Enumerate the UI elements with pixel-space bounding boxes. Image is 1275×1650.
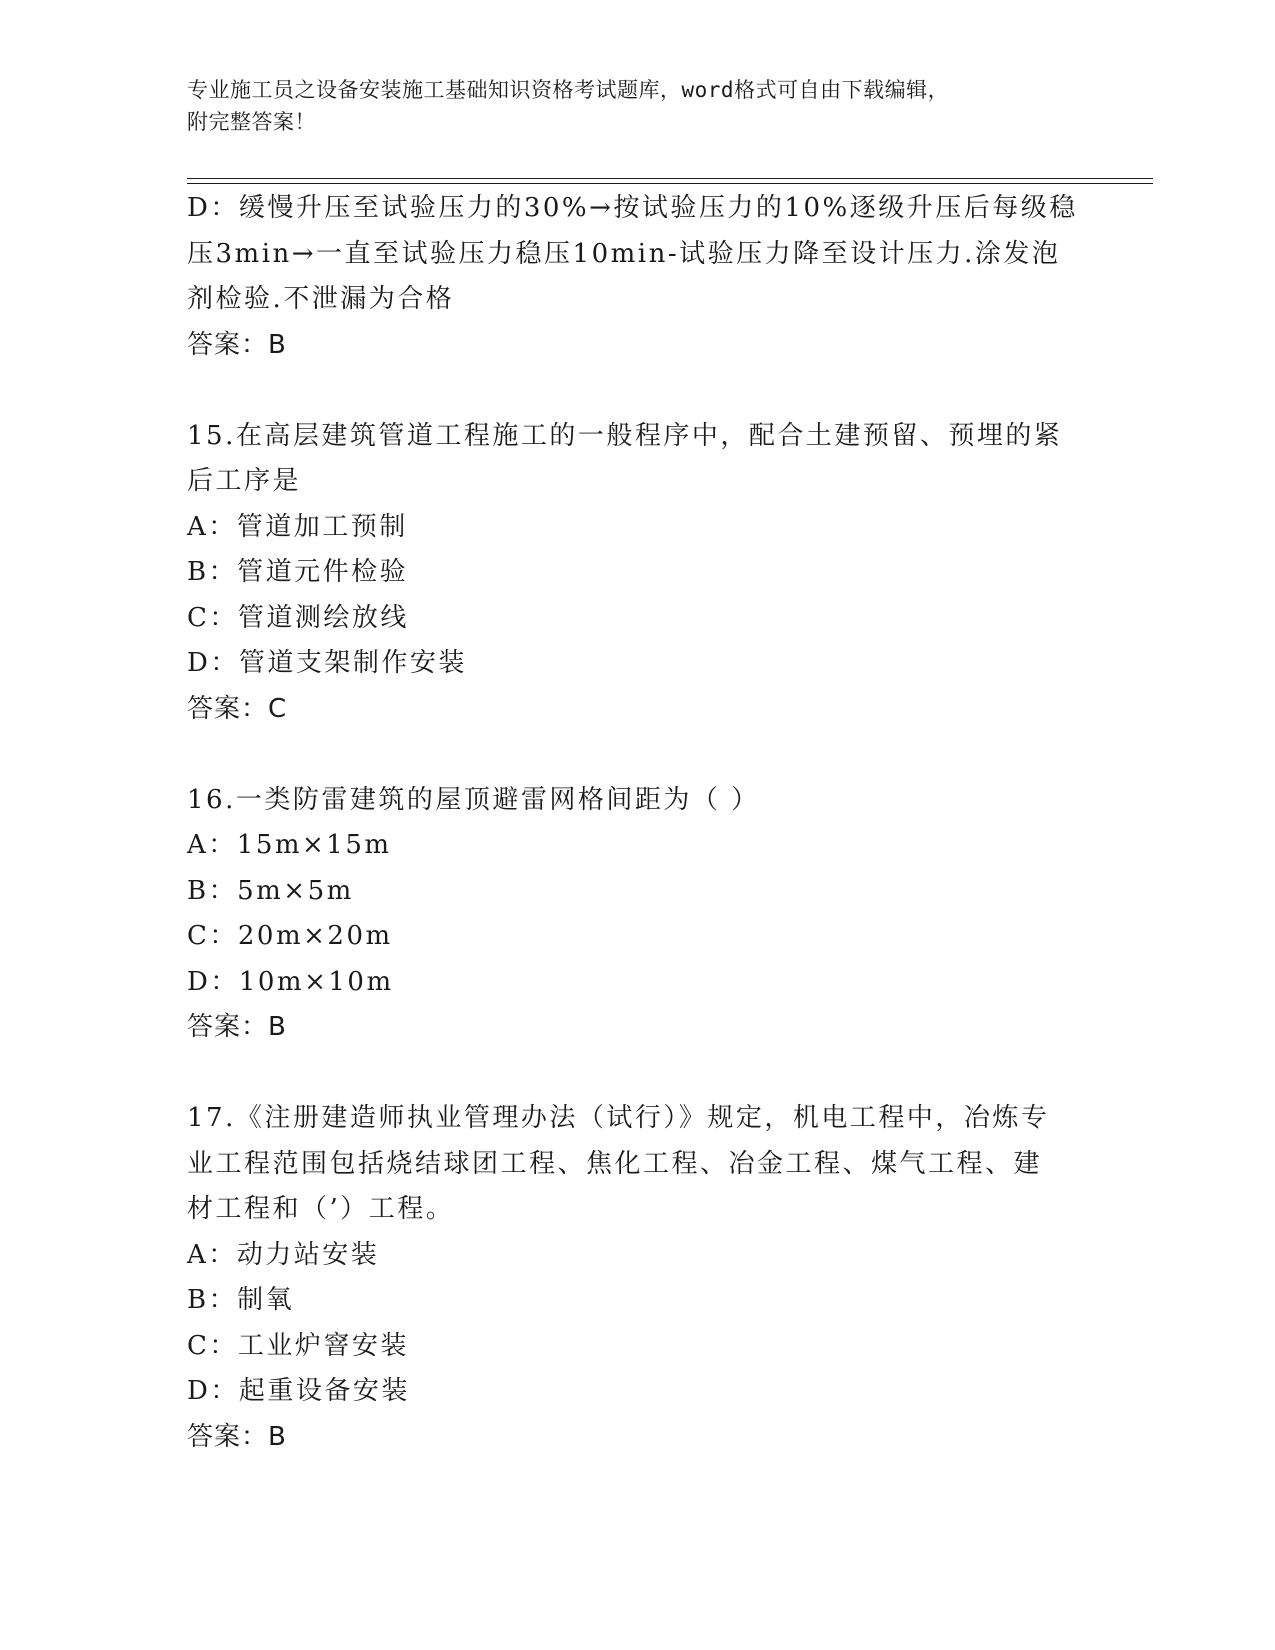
- answer-label: 答案：B: [187, 1012, 287, 1042]
- question-stem: 后工序是: [187, 466, 302, 496]
- question-15: [187, 414, 1087, 733]
- document-header: [187, 74, 1067, 138]
- option-d-line: 压3min→一直至试验压力稳压10min-试验压力降至设计压力.涂发泡: [187, 238, 1061, 269]
- option-b: B：制氧: [187, 1285, 295, 1315]
- spacer: [187, 368, 1087, 414]
- option-a: A：管道加工预制: [187, 511, 408, 542]
- option-d: D：起重设备安装: [187, 1376, 410, 1406]
- option-c: C：20m×20m: [187, 921, 393, 951]
- question-stem: 17.《注册建造师执业管理办法（试行）》规定，机电工程中，冶炼专: [187, 1103, 1050, 1133]
- option-d-line: D：缓慢升压至试验压力的30%→按试验压力的10%逐级升压后每级稳: [187, 193, 1078, 223]
- question-stem: 材工程和（’）工程。: [187, 1194, 455, 1224]
- question-stem: 15.在高层建筑管道工程施工的一般程序中，配合土建预留、预埋的紧: [187, 420, 1063, 451]
- spacer: [187, 732, 1087, 778]
- question-stem: 16.一类防雷建筑的屋顶避雷网格间距为（ ）: [187, 784, 760, 815]
- option-c: C：管道测绘放线: [187, 602, 409, 633]
- answer-label: 答案：C: [187, 693, 288, 724]
- option-d: D：10m×10m: [187, 966, 394, 997]
- option-d: D：管道支架制作安装: [187, 648, 467, 678]
- question-stem: 业工程范围包括烧结球团工程、焦化工程、冶金工程、煤气工程、建: [187, 1148, 1043, 1179]
- prev-question-block: [187, 186, 1087, 368]
- question-content: [187, 186, 1087, 1460]
- header-divider-top: [187, 178, 1153, 179]
- header-title-line-2: 附完整答案！: [187, 110, 316, 134]
- option-c: C：工业炉窨安装: [187, 1330, 409, 1361]
- header-divider-bottom: [187, 183, 1153, 184]
- option-b: B：管道元件检验: [187, 557, 409, 587]
- option-d-line: 剂检验.不泄漏为合格: [187, 284, 455, 314]
- option-b: B：5m×5m: [187, 875, 354, 906]
- header-title-line: 专业施工员之设备安装施工基础知识资格考试题库，word格式可自由下载编辑，: [187, 78, 950, 102]
- question-17: [187, 1096, 1087, 1460]
- option-a: A：15m×15m: [187, 830, 392, 860]
- spacer: [187, 1051, 1087, 1097]
- answer-label: 答案：B: [187, 1421, 287, 1452]
- question-16: [187, 778, 1087, 1051]
- option-a: A：动力站安装: [187, 1239, 380, 1270]
- answer-label: 答案：B: [187, 329, 287, 360]
